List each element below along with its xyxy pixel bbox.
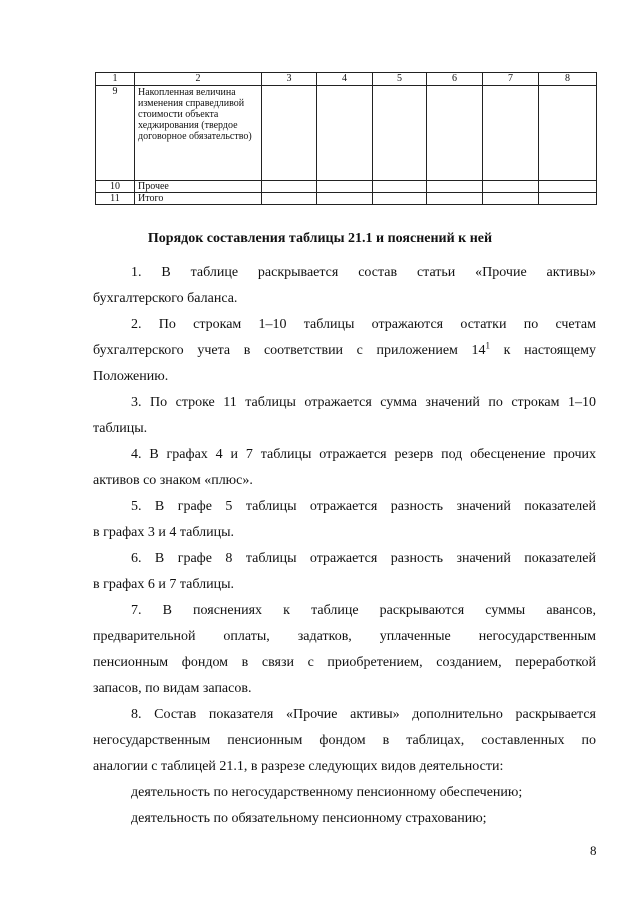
cell bbox=[427, 193, 483, 205]
data-table bbox=[95, 72, 597, 205]
p6-line2: в графах 6 и 7 таблицы. bbox=[93, 577, 234, 592]
p1-line1: 1. В таблице раскрывается состав статьи «Прочие активы» bbox=[131, 265, 596, 280]
section-heading: Порядок составления таблицы 21.1 и пояснений к ней bbox=[147, 231, 493, 246]
row-name: Прочее bbox=[135, 181, 262, 193]
p4-line2: активов со знаком «плюс». bbox=[93, 473, 253, 488]
p6-line1: 6. В графе 8 таблицы отражается разность значений показателей bbox=[131, 551, 596, 566]
row-number: 11 bbox=[96, 193, 135, 205]
p8-line2: негосударственным пенсионным фондом в таблицах, составленных по bbox=[93, 733, 596, 748]
p2-line3: Положению. bbox=[93, 369, 169, 384]
col-header-5: 5 bbox=[373, 73, 427, 86]
cell bbox=[373, 86, 427, 181]
p2-line2: бухгалтерского учета в соответствии с приложением $14^1$ к настоящему bbox=[93, 340, 596, 358]
col-header-1: 1 bbox=[96, 73, 135, 86]
p7-line3: пенсионным фондом в связи с приобретением, созданием, переработкой bbox=[93, 655, 596, 670]
p7-line4: запасов, по видам запасов. bbox=[93, 681, 252, 696]
cell bbox=[373, 181, 427, 193]
p3-line2: таблицы. bbox=[93, 421, 148, 436]
cell bbox=[483, 181, 539, 193]
p7-line2: предварительной оплаты, задатков, уплаченные негосударственным bbox=[93, 629, 596, 644]
table-header-row bbox=[96, 73, 597, 86]
col-header-7: 7 bbox=[483, 73, 539, 86]
p8-line1: 8. Состав показателя «Прочие активы» дополнительно раскрывается bbox=[131, 707, 596, 722]
cell bbox=[427, 181, 483, 193]
row-number: 9 bbox=[96, 86, 135, 181]
col-header-8: 8 bbox=[539, 73, 597, 86]
cell bbox=[262, 86, 317, 181]
page-number: 8 bbox=[590, 843, 597, 858]
cell bbox=[262, 193, 317, 205]
col-header-2: 2 bbox=[135, 73, 262, 86]
cell bbox=[483, 193, 539, 205]
p5-line1: 5. В графе 5 таблицы отражается разность значений показателей bbox=[131, 499, 596, 514]
table-row bbox=[96, 86, 597, 181]
cell bbox=[317, 86, 373, 181]
p4-line1: 4. В графах 4 и 7 таблицы отражается резерв под обесценение прочих bbox=[131, 447, 596, 462]
row-name: Итого bbox=[135, 193, 262, 205]
p2-line1: 2. По строкам 1–10 таблицы отражаются остатки по счетам bbox=[131, 317, 596, 332]
cell bbox=[317, 181, 373, 193]
table-row bbox=[96, 181, 597, 193]
p5-line2: в графах 3 и 4 таблицы. bbox=[93, 525, 234, 540]
row-number: 10 bbox=[96, 181, 135, 193]
cell bbox=[427, 86, 483, 181]
cell bbox=[262, 181, 317, 193]
list-item: деятельность по обязательному пенсионному страхованию; bbox=[131, 811, 487, 826]
col-header-6: 6 bbox=[427, 73, 483, 86]
list-item: деятельность по негосударственному пенсионному обеспечению; bbox=[131, 785, 523, 800]
col-header-4: 4 bbox=[317, 73, 373, 86]
footnote-ref: 1 bbox=[485, 340, 491, 351]
cell bbox=[539, 86, 597, 181]
cell bbox=[539, 181, 597, 193]
table-row bbox=[96, 193, 597, 205]
p3-line1: 3. По строке 11 таблицы отражается сумма значений по строкам 1–10 bbox=[131, 395, 596, 410]
p8-line3: аналогии с таблицей 21.1, в разрезе следующих видов деятельности: bbox=[93, 759, 504, 774]
cell bbox=[317, 193, 373, 205]
p7-line1: 7. В пояснениях к таблице раскрываются суммы авансов, bbox=[131, 603, 596, 618]
col-header-3: 3 bbox=[262, 73, 317, 86]
cell bbox=[373, 193, 427, 205]
cell bbox=[539, 193, 597, 205]
p1-line2: бухгалтерского баланса. bbox=[93, 291, 238, 306]
row-name: Накопленная величина изменения справедливой стоимости объекта хеджирования (твердое договорное обязательство) bbox=[135, 86, 262, 181]
cell bbox=[483, 86, 539, 181]
